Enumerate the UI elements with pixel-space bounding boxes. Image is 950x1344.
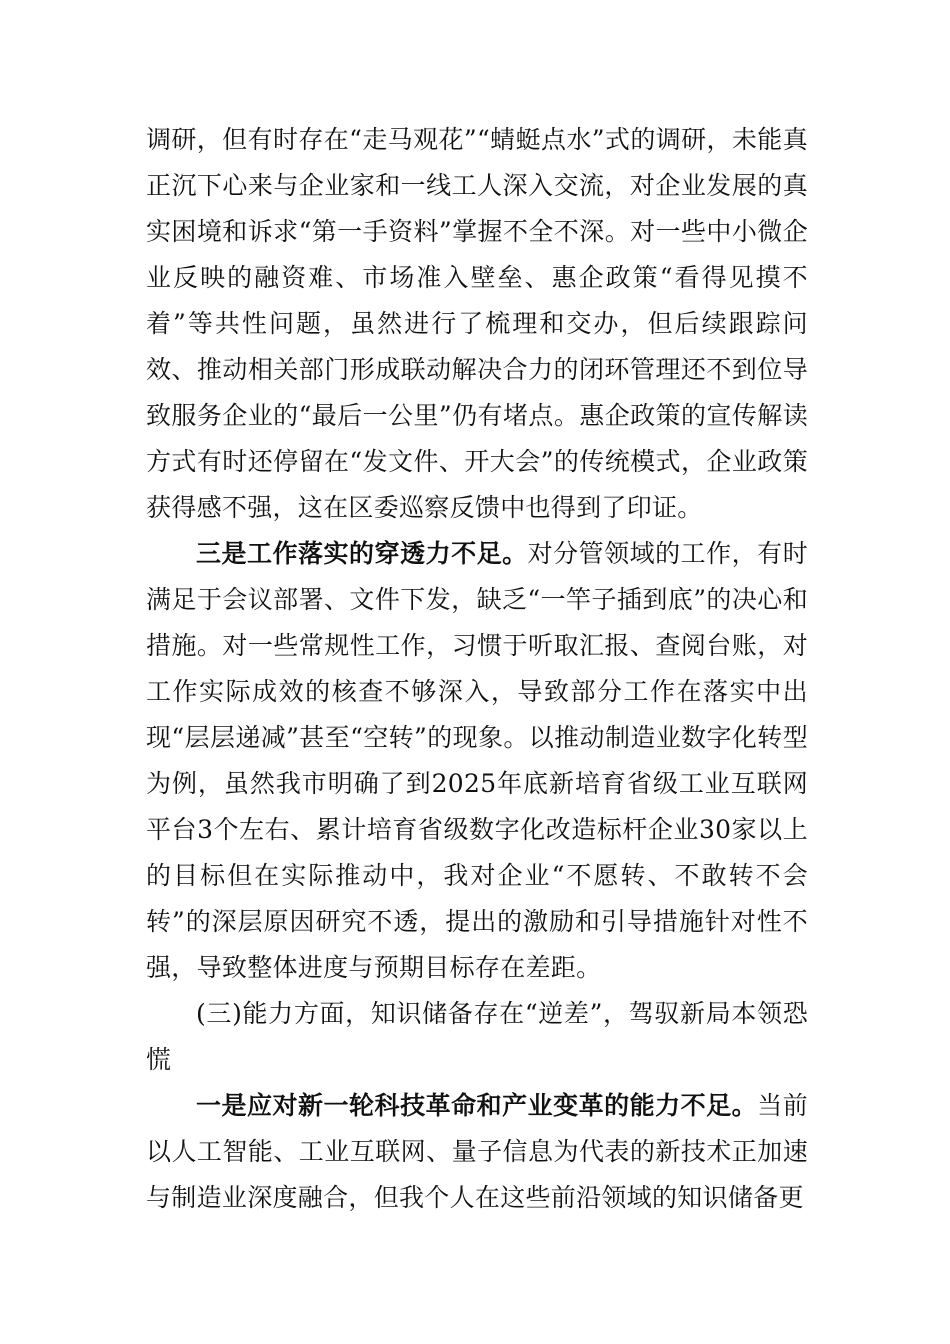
paragraph-point-one: [146, 1083, 808, 1221]
paragraph-text: 当前以人工智能、工业互联网、量子信息为代表的新技术正加速与制造业深度融合，但我个人在这些前沿领域的知识储备更: [146, 1091, 808, 1212]
section-heading-text: (三)能力方面，知识储备存在“逆差”，驾驭新局本领恐慌: [146, 999, 808, 1074]
paragraph-text: 调研，但有时存在“走马观花”“蜻蜓点水”式的调研，未能真正沉下心来与企业家和一线工人深入交流，对企业发展的真实困境和诉求“第一手资料”掌握不全不深。对一些中小微企业反映的融资难、市场准入壁垒、惠企政策“看得见摸不着”等共性问题，虽然进行了梳理和交办，但后续跟踪问效、推动相关部门形成联动解决合力的闭环管理还不到位导致服务企业的“最后一公里”仍有堵点。惠企政策的宣传解读方式有时还停留在“发文件、开大会”的传统模式，企业政策获得感不强，这在区委巡察反馈中也得到了印证。: [146, 125, 808, 522]
paragraph-continued: [146, 117, 808, 531]
paragraph-lead: 三是工作落实的穿透力不足。: [196, 539, 528, 568]
paragraph-text: 对分管领域的工作，有时满足于会议部署、文件下发，缺乏“一竿子插到底”的决心和措施。对一些常规性工作，习惯于听取汇报、查阅台账，对工作实际成效的核查不够深入，导致部分工作在落实中出现“层层递减”甚至“空转”的现象。以推动制造业数字化转型为例，虽然我市明确了到2025年底新培育省级工业互联网平台3个左右、累计培育省级数字化改造标杆企业30家以上的目标但在实际推动中，我对企业“不愿转、不敢转不会转”的深层原因研究不透，提出的激励和引导措施针对性不强，导致整体进度与预期目标存在差距。: [146, 539, 808, 982]
section-heading: [146, 991, 808, 1083]
body-text: [146, 117, 808, 1221]
paragraph-lead: 一是应对新一轮科技革命和产业变革的能力不足。: [196, 1091, 758, 1120]
paragraph-point-three: [146, 531, 808, 991]
